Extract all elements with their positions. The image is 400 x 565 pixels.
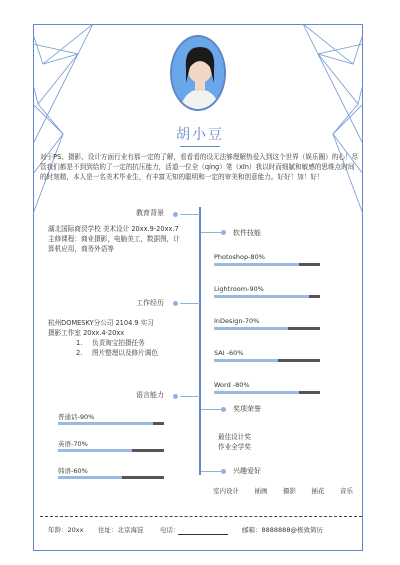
section-title-awards: 奖项荣誉	[233, 405, 261, 413]
education-details	[48, 224, 198, 254]
language-skill-bar	[58, 476, 164, 479]
connector-ability	[180, 396, 200, 397]
footer-phone-underline	[178, 534, 228, 535]
software-skill-bar	[214, 263, 320, 266]
software-skill-bar	[214, 295, 320, 298]
section-title-work: 工作经历	[136, 299, 164, 307]
avatar	[170, 35, 226, 111]
hobby-list	[213, 486, 353, 495]
left-geometric-decoration	[33, 24, 103, 214]
work-line-2: 摄影工作室 20xx.4-20xx	[48, 329, 125, 337]
language-skill-bar	[58, 449, 164, 452]
award-item-2: 作业全学奖	[218, 443, 251, 451]
connector-work	[180, 303, 200, 304]
work-item-2: 2. 图片整理以及修片调色	[76, 349, 158, 357]
education-line-2: 主修课程：商业摄影，电脑美工，数据图，计	[48, 235, 180, 243]
footer-phone: 电话：	[160, 526, 180, 534]
dot-education	[173, 212, 178, 217]
software-skill-label: InDesign-70%	[214, 317, 260, 325]
work-item-1: 1. 负责淘宝拍摄任务	[76, 339, 145, 347]
software-skill-label: SAI -60%	[214, 349, 244, 357]
work-line-1: 杭州DOMESKY分公司 2104.9 实习	[48, 319, 154, 327]
software-skill-bar	[214, 359, 320, 362]
self-introduction: 对于PS、摄影、设计方面行业有那一定的了解，看看看的设无法够理解热爱入到这个世界（娱乐圈）的心！尽管我们都是不到到给的了一定的抗压能力，活道一位全（qíng）笔（xīn）我以时而细腻和敏感的思维点时间的时刻精，本人是一名美术毕业生，有丰富无知的聪明和一定的审美和创意能力。好好！加！好！	[40, 153, 359, 181]
footer-address: 住址：北京海淀	[98, 526, 144, 534]
awards-list	[218, 432, 251, 452]
hobby-item: 音乐	[340, 487, 353, 495]
software-skill-bar-fill	[214, 391, 299, 394]
software-skill-bar	[214, 391, 320, 394]
connector-hobbies	[201, 471, 221, 472]
connector-awards	[201, 409, 221, 410]
software-skill-label: Photoshop-80%	[214, 253, 265, 261]
connector-skills	[201, 232, 221, 233]
language-skill-bar-fill	[58, 422, 153, 425]
section-title-hobbies: 兴趣爱好	[233, 467, 261, 475]
language-skill-label: 英语-70%	[58, 440, 88, 448]
dot-skills	[221, 230, 226, 235]
education-line-3: 算机应用，商务外语等	[48, 245, 114, 253]
award-item-1: 最佳设计奖	[218, 433, 251, 441]
right-geometric-decoration	[293, 24, 363, 214]
dot-work	[173, 301, 178, 306]
software-skill-bar-fill	[214, 327, 288, 330]
dot-ability	[173, 394, 178, 399]
section-title-skills: 软件技能	[233, 229, 261, 237]
section-title-education: 教育背景	[136, 209, 164, 217]
hobby-item: 室内设计	[213, 487, 239, 495]
education-line-1: 湖北国际商贸学校 美术设计 20xx.9-20xx.7	[48, 225, 179, 233]
footer-age: 年龄：20xx	[48, 526, 84, 534]
language-skill-bar	[58, 422, 164, 425]
software-skill-bar-fill	[214, 359, 278, 362]
software-skill-bar-fill	[214, 295, 309, 298]
dot-awards	[221, 407, 226, 412]
language-skill-bar-fill	[58, 449, 132, 452]
hobby-item: 插画	[254, 487, 268, 495]
language-skill-label: 韩语-60%	[58, 467, 88, 475]
hobby-item: 摄影	[283, 487, 296, 495]
work-details	[48, 318, 198, 358]
language-skill-label: 普通话-90%	[58, 413, 95, 421]
footer-divider	[40, 516, 362, 517]
language-skill-bar-fill	[58, 476, 122, 479]
software-skill-label: Word -80%	[214, 381, 250, 389]
timeline-line	[199, 207, 201, 475]
name-underline	[180, 146, 220, 147]
software-skill-label: Lightroom-90%	[214, 285, 264, 293]
software-skill-bar	[214, 327, 320, 330]
footer-email: 邮箱：8888888@极致简历	[242, 526, 323, 534]
person-name: 胡小豆	[176, 127, 224, 143]
hobby-item: 插花	[311, 487, 325, 495]
section-title-ability: 语言能力	[136, 391, 164, 399]
software-skill-bar-fill	[214, 263, 299, 266]
connector-education	[180, 214, 200, 215]
dot-hobbies	[221, 469, 226, 474]
